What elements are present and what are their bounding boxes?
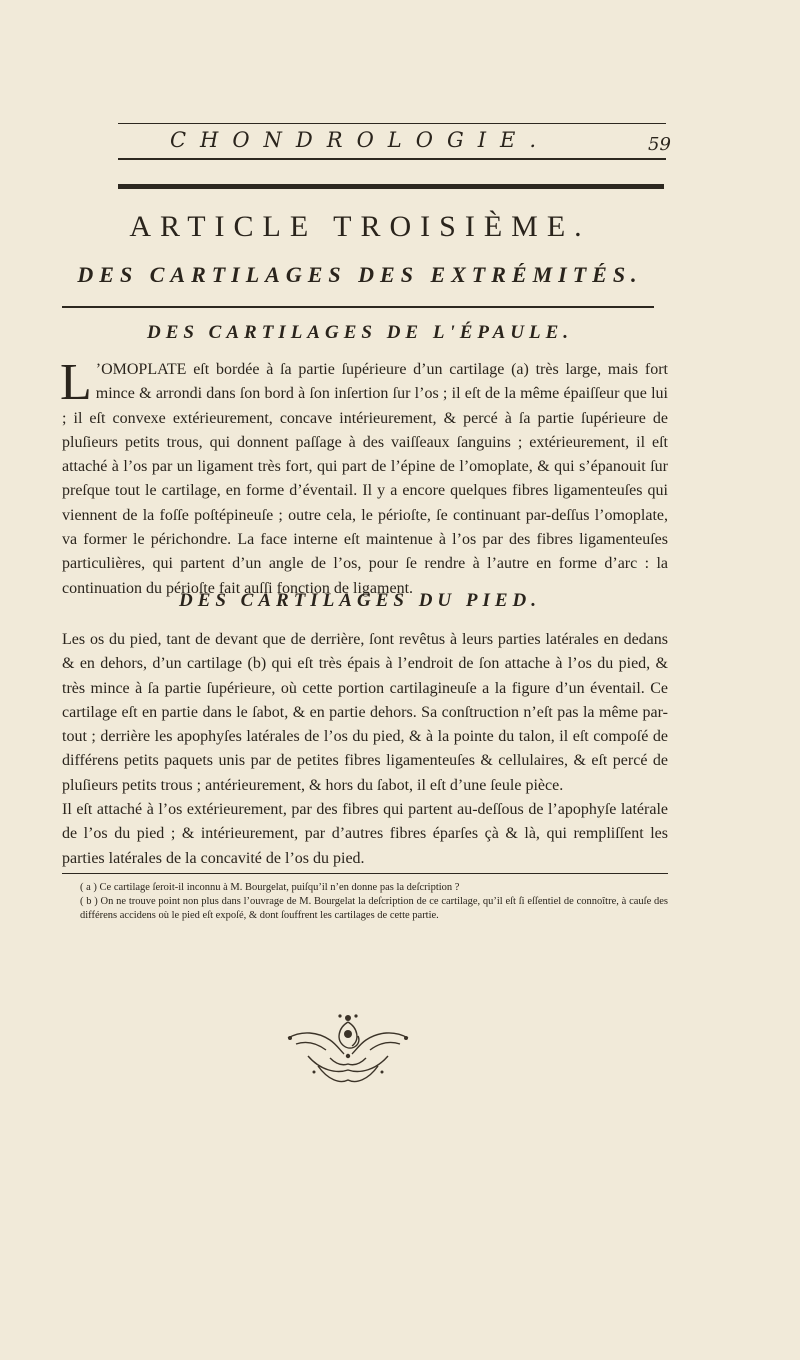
pied-body (62, 628, 668, 871)
footnotes (62, 881, 668, 923)
footnote-a: ( a ) Ce cartilage ſeroit-il inconnu à M. Bourgelat, puiſqu’il n’en donne pas la deſcription ? (80, 882, 460, 893)
article-title: ARTICLE TROISIÈME. (129, 210, 591, 243)
banner-rule (118, 184, 664, 189)
section-rule (62, 306, 654, 308)
floral-ornament-icon (278, 1010, 418, 1090)
page-number: 59 (648, 134, 671, 155)
drop-cap: L (60, 354, 92, 411)
header-rule-top (118, 123, 666, 124)
section-title: DES CARTILAGES DES EXTRÉMITÉS. (77, 262, 643, 287)
epaule-body (60, 354, 668, 601)
running-header-title: CHONDROLOGIE. (169, 128, 551, 152)
footnote-rule (62, 873, 668, 874)
epaule-paragraph: ’OMOPLATE eſt bordée à ſa partie ſupérieure d’un cartilage (a) très large, mais fort mince & arrondi dans ſon bord à ſon inſertion ſur l’os ; il eſt de la même épaiſſeur que lui ; il eſt convexe extérieurement, concave intérieurement, & percé à ſa partie ſupérieure de pluſieurs petits trous, qui donnent paſſage à des vaiſſeaux ſanguins ; extérieurement, il eſt attaché à l’os par un ligament très fort, qui part de l’épine de l’omoplate, & qui s’épanouit ſur preſque tout le cartilage, en forme d’éventail. Il y a encore quelques fibres ligamenteuſes qui viennent de la foſſe poſtépineuſe ; outre cela, le périoſte, ſe continuant par-deſſus l’omoplate, va former le périchondre. La face interne eſt maintenue à l’os par des fibres ligamenteuſes particulières, qui partent d’un angle de l’os, pour ſe rendre à l’autre en forme d’arc : la continuation du périoſte fait auſſi fonction de ligament. (62, 361, 668, 597)
pied-paragraph-2: Il eſt attaché à l’os extérieurement, par des fibres qui partent au-deſſous de l’apophyſe latérale de l’os du pied ; & intérieurement, par d’autres fibres éparſes çà & là, qui rempliſſent les parties latérales de la concavité de l’os du pied. (62, 801, 668, 867)
header-rule-bottom (118, 158, 666, 160)
subsection-title-epaule: DES CARTILAGES DE L'ÉPAULE. (146, 322, 574, 343)
pied-paragraph-1: Les os du pied, tant de devant que de derrière, ſont revêtus à leurs parties latérales en dedans & en dehors, d’un cartilage (b) qui eſt très épais à l’endroit de ſon attache à l’os du pied, & très mince à ſa partie ſupérieure, où cette portion cartilagineuſe a la figure d’un éventail. Ce cartilage eſt en partie dans le ſabot, & en partie dehors. Sa conſtruction n’eſt pas la même par-tout ; derrière les apophyſes latérales de l’os du pied, & à la pointe du talon, il eſt compoſé de différens petits paquets unis par de petites fibres ligamenteuſes & cellulaires, & eſt percé de pluſieurs petits trous ; antérieurement, & hors du ſabot, il eſt d’une ſeule pièce. (62, 631, 668, 794)
subsection-title-pied: DES CARTILAGES DU PIED. (178, 590, 542, 611)
footnote-b: ( b ) On ne trouve point non plus dans l’ouvrage de M. Bourgelat la deſcription de ce cartilage, qu’il eſt ſi eſſentiel de connoître, à cauſe des différens accidens où le pied eſt expoſé, & dont ſouffrent les cartilages de cette partie. (80, 896, 668, 921)
